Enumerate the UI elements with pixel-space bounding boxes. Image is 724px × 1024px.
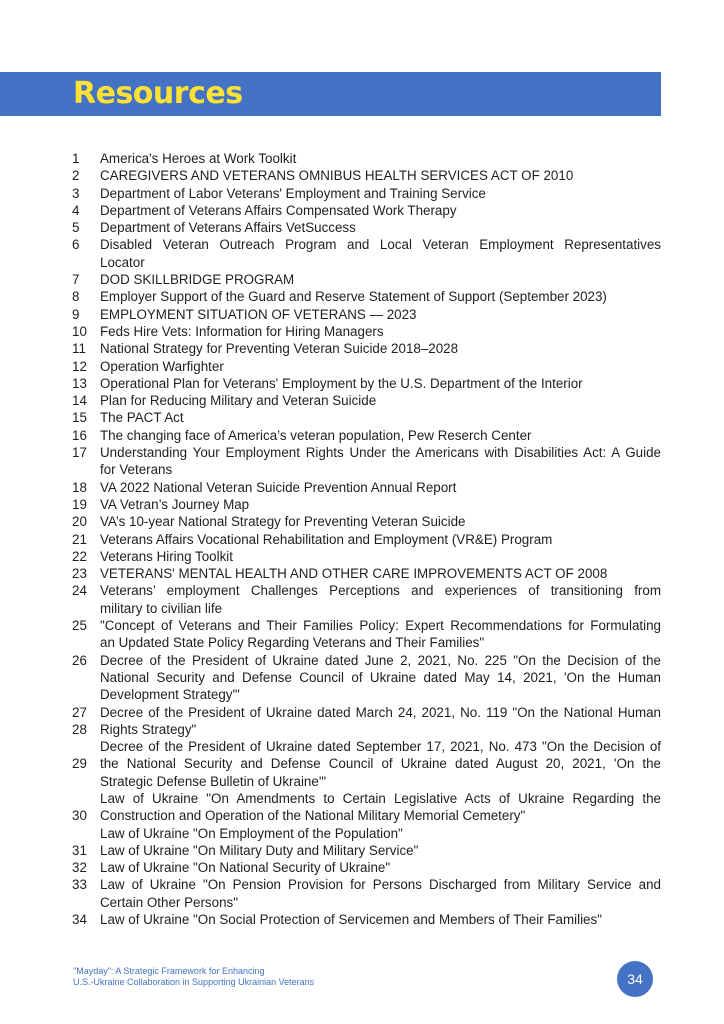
item-text: Certain Other Persons": [100, 894, 238, 910]
item-number: 21: [72, 531, 87, 547]
list-item: [0, 807, 724, 824]
item-text: Decree of the President of Ukraine dated September 17, 2021, No. 473 "On the Decision of: [100, 739, 661, 755]
item-text: Veterans’ employment Challenges Perceptions and experiences of transitioning from: [100, 583, 661, 599]
footer-caption: [73, 966, 314, 988]
list-item-continuation: [0, 825, 724, 842]
item-text: Plan for Reducing Military and Veteran Suicide: [100, 393, 377, 409]
list-item: [0, 876, 724, 893]
item-number: 2: [72, 168, 80, 184]
item-number: 23: [72, 566, 87, 582]
list-item: [0, 444, 724, 461]
item-number: 4: [72, 202, 80, 218]
item-text: Law of Ukraine "On Social Protection of Servicemen and Members of Their Families": [100, 912, 602, 928]
list-item: [0, 202, 724, 219]
list-item: [0, 375, 724, 392]
list-item: [0, 358, 724, 375]
item-number: 8: [72, 289, 80, 305]
item-number: 26: [72, 652, 87, 668]
list-item: [0, 496, 724, 513]
list-item-continuation: [0, 894, 724, 911]
item-text: Development Strategy'": [100, 687, 240, 703]
list-item: [0, 150, 724, 167]
item-number: 12: [72, 358, 87, 374]
item-text: Strategic Defense Bulletin of Ukraine'": [100, 773, 327, 789]
item-number: 19: [72, 496, 87, 512]
list-item: [0, 219, 724, 236]
item-text: Law of Ukraine "On Pension Provision for Persons Discharged from Military Service and: [100, 877, 661, 893]
item-number: 33: [72, 877, 87, 893]
item-number: 9: [72, 306, 80, 322]
item-text: Veterans Affairs Vocational Rehabilitation and Employment (VR&E) Program: [100, 531, 553, 547]
list-item: [0, 548, 724, 565]
item-number: 32: [72, 860, 87, 876]
list-item-continuation: [0, 600, 724, 617]
item-text: Decree of the President of Ukraine dated March 24, 2021, No. 119 "On the National Human: [100, 704, 661, 720]
title-banner: [0, 72, 661, 116]
list-item: [0, 513, 724, 530]
list-item: [0, 652, 724, 669]
item-number: 34: [72, 912, 87, 928]
item-text: Department of Veterans Affairs VetSuccess: [100, 220, 356, 236]
item-text: "Concept of Veterans and Their Families Policy: Expert Recommendations for Formulating: [100, 618, 661, 634]
list-item-continuation: [0, 738, 724, 755]
list-item-continuation: [0, 254, 724, 271]
item-text: America's Heroes at Work Toolkit: [100, 151, 297, 166]
item-number: 5: [72, 220, 80, 236]
item-text: Law of Ukraine "On Amendments to Certain Legislative Acts of Ukraine Regarding the: [100, 790, 661, 806]
list-item: [0, 911, 724, 928]
item-text: The changing face of America’s veteran population, Pew Reserch Center: [100, 427, 532, 443]
item-text: Employer Support of the Guard and Reserve Statement of Support (September 2023): [100, 289, 607, 305]
item-number: 10: [72, 323, 87, 339]
item-text: VETERANS' MENTAL HEALTH AND OTHER CARE IMPROVEMENTS ACT OF 2008: [100, 566, 608, 582]
item-text: VA Vetran’s Journey Map: [100, 496, 250, 512]
item-text: Rights Strategy": [100, 721, 197, 737]
item-text: Veterans Hiring Toolkit: [100, 548, 233, 564]
item-number: 24: [72, 583, 87, 599]
list-item: [0, 271, 724, 288]
footer-line-1: "Mayday": A Strategic Framework for Enhancing: [73, 966, 265, 976]
item-text: Feds Hire Vets: Information for Hiring Managers: [100, 323, 384, 339]
list-item-continuation: [0, 461, 724, 478]
item-text: Law of Ukraine "On National Security of Ukraine": [100, 860, 391, 876]
item-text: EMPLOYMENT SITUATION OF VETERANS — 2023: [100, 306, 417, 322]
item-text: CAREGIVERS AND VETERANS OMNIBUS HEALTH SERVICES ACT OF 2010: [100, 168, 574, 184]
list-item: [0, 755, 724, 772]
item-number: 30: [72, 808, 87, 824]
item-text: VA 2022 National Veteran Suicide Prevention Annual Report: [100, 479, 457, 495]
list-item: [0, 617, 724, 634]
list-item: [0, 288, 724, 305]
list-item-continuation: [0, 790, 724, 807]
item-text: National Strategy for Preventing Veteran Suicide 2018–2028: [100, 341, 459, 357]
item-text: Law of Ukraine "On Military Duty and Military Service": [100, 842, 419, 858]
list-item: [0, 306, 724, 323]
item-text: Department of Veterans Affairs Compensated Work Therapy: [100, 202, 457, 218]
list-item: [0, 185, 724, 202]
list-item: [0, 842, 724, 859]
item-number: 16: [72, 427, 87, 443]
item-text: VA’s 10-year National Strategy for Preventing Veteran Suicide: [100, 514, 466, 530]
item-text: Operational Plan for Veterans' Employment by the U.S. Department of the Interior: [100, 375, 583, 391]
item-number: 31: [72, 842, 87, 858]
item-text: Understanding Your Employment Rights Under the Americans with Disabilities Act: A Guide: [100, 445, 661, 461]
list-item: [0, 236, 724, 253]
list-item: [0, 340, 724, 357]
list-item: [0, 859, 724, 876]
item-number: 7: [72, 272, 80, 288]
list-item-continuation: [0, 669, 724, 686]
item-text: for Veterans: [100, 462, 173, 478]
item-text: an Updated State Policy Regarding Veterans and Their Families": [100, 635, 485, 651]
list-item: [0, 565, 724, 582]
item-text: National Security and Defense Council of Ukraine dated May 14, 2021, 'On the Human: [100, 669, 661, 685]
item-number: 22: [72, 548, 87, 564]
list-item: [0, 531, 724, 548]
item-number: 3: [72, 185, 80, 201]
list-item: [0, 323, 724, 340]
item-number: 14: [72, 393, 87, 409]
list-item-continuation: [0, 773, 724, 790]
item-text: The PACT Act: [100, 410, 184, 426]
page-title: Resources: [73, 76, 243, 111]
item-number: 20: [72, 514, 87, 530]
list-item: [0, 704, 724, 721]
item-number: 15: [72, 410, 87, 426]
page-number-badge: 34: [617, 961, 653, 997]
item-text: Operation Warfighter: [100, 358, 224, 374]
item-number: 13: [72, 375, 87, 391]
list-item-continuation: [0, 686, 724, 703]
footer-line-2: U.S.-Ukraine Collaboration in Supporting Ukrainian Veterans: [73, 977, 315, 987]
list-item: [0, 582, 724, 599]
item-text: DOD SKILLBRIDGE PROGRAM: [100, 272, 295, 288]
list-item: [0, 427, 724, 444]
item-number: 29: [72, 756, 87, 772]
list-item: [0, 479, 724, 496]
item-text: Disabled Veteran Outreach Program and Local Veteran Employment Representatives: [100, 237, 661, 253]
item-text: the National Security and Defense Council of Ukraine dated August 20, 2021, 'On the: [100, 756, 661, 772]
item-number: 18: [72, 479, 87, 495]
list-item: [0, 409, 724, 426]
item-number: 27: [72, 704, 87, 720]
item-text: Law of Ukraine "On Employment of the Population": [100, 825, 403, 841]
item-text: Construction and Operation of the National Military Memorial Cemetery": [100, 808, 526, 824]
list-item-continuation: [0, 634, 724, 651]
list-item: [0, 392, 724, 409]
item-number: 1: [72, 151, 80, 166]
item-text: Department of Labor Veterans' Employment and Training Service: [100, 185, 486, 201]
item-number: 25: [72, 618, 87, 634]
item-text: Decree of the President of Ukraine dated June 2, 2021, No. 225 "On the Decision of the: [100, 652, 661, 668]
item-text: Locator: [100, 254, 145, 270]
list-item: [0, 167, 724, 184]
list-item: [0, 721, 724, 738]
item-number: 11: [72, 341, 86, 357]
item-number: 6: [72, 237, 80, 253]
item-number: 28: [72, 721, 87, 737]
item-number: 17: [72, 445, 87, 461]
resources-list: [0, 150, 724, 928]
item-text: military to civilian life: [100, 600, 223, 616]
